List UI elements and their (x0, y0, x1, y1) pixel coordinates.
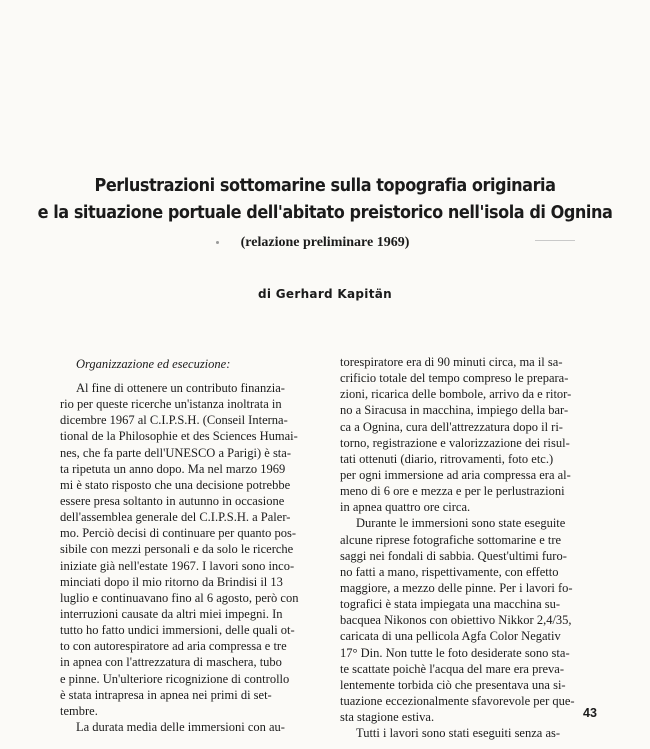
text-line: saggi nei fondali di sabbia. Quest'ultimi furo- (340, 548, 567, 563)
text-line: è stata intrapresa in apnea nei primi di set- (60, 687, 272, 702)
section-heading: Organizzazione ed esecuzione: (76, 357, 231, 371)
text-line: zioni, ricarica delle bombole, arrivo da e ritor- (340, 387, 572, 402)
text-line: caricata di una pellicola Agfa Color Negativ (340, 629, 561, 644)
text-line: iniziate già nell'estate 1967. I lavori sono inco- (60, 558, 295, 573)
text-line: mo. Perciò decisi di continuare per quanto pos- (60, 526, 297, 541)
text-line: torespiratore era di 90 minuti circa, ma il sa- (340, 355, 563, 369)
text-line: essere presa soltanto in autunno in occasione (60, 493, 285, 508)
article-title-line-1: Perlustrazioni sottomarine sulla topografia originaria (94, 176, 556, 196)
text-line: crificio totale del tempo compreso le prepara- (340, 371, 569, 386)
text-line: tografici è stata impiegata una macchina su- (340, 597, 561, 612)
text-line: in apnea con l'attrezzatura di maschera, tubo (60, 655, 282, 670)
text-line: no a Siracusa in macchina, impiego della bar- (340, 403, 569, 418)
text-line: e pinne. Un'ulteriore ricognizione di controllo (60, 671, 290, 686)
text-line: rio per queste ricerche un'istanza inoltrata in (60, 397, 282, 412)
text-line: dicembre 1967 al C.I.P.S.H. (Conseil Interna- (60, 413, 288, 428)
text-line: nes, che fa parte dell'UNESCO a Parigi) è sta- (60, 445, 291, 460)
text-line: minciati dopo il mio ritorno da Brindisi il 13 (60, 574, 283, 589)
text-line: ca a Ognina, cura dell'attrezzatura dopo il ri- (340, 419, 563, 434)
left-column (60, 380, 318, 735)
text-line: bacquea Nikonos con obiettivo Nikkor 2,4/35, (340, 613, 572, 628)
text-line: tembre. (60, 703, 98, 718)
text-line: tati ottenuti (diario, ritrovamenti, foto etc.) (340, 451, 554, 466)
text-line: luglio e continuavano fino al 6 agosto, però con (60, 590, 299, 605)
scan-mark (535, 240, 575, 241)
text-line: tutto ho fatto undici immersioni, delle quali ot- (60, 623, 295, 638)
text-line: sta stagione estiva. (340, 710, 435, 725)
page-number: 43 (583, 706, 597, 720)
text-line: to con autorespiratore ad aria compressa e tre (60, 639, 287, 654)
text-line: alcune riprese fotografiche sottomarine e tre (340, 532, 562, 547)
text-line: La durata media delle immersioni con au- (76, 719, 285, 734)
article-subtitle: (relazione preliminare 1969) (240, 235, 410, 250)
text-line: ta ripetuta un anno dopo. Ma nel marzo 1969 (60, 461, 286, 476)
text-line: meno di 6 ore e mezza e per le perlustrazioni (340, 484, 565, 499)
text-line: no fatti a mano, rispettivamente, con effetto (340, 564, 559, 579)
text-line: dell'assemblea generale del C.I.P.S.H. a Paler- (60, 510, 291, 525)
text-line: in apnea quattro ore circa. (340, 500, 471, 515)
text-line: maggiore, a mezzo delle pinne. Per i lavori fo- (340, 580, 573, 595)
text-line: torno, registrazione e valorizzazione dei risul- (340, 435, 570, 450)
right-column (340, 354, 602, 741)
text-line: Durante le immersioni sono state eseguite (356, 516, 566, 531)
text-line: lentemente torbida ciò che presentava una si- (340, 677, 566, 692)
text-line: per ogni immersione ad aria compressa era al- (340, 467, 571, 482)
text-line: tional de la Philosophie et des Sciences Humai- (60, 429, 298, 444)
text-line: tuazione eccezionalmente sfavorevole per que- (340, 693, 575, 708)
text-line: 17° Din. Non tutte le foto desiderate sono sta- (340, 645, 570, 660)
article-author: di Gerhard Kapitän (258, 287, 392, 301)
article-title-line-2: e la situazione portuale dell'abitato preistorico nell'isola di Ognina (37, 203, 613, 223)
text-line: Tutti i lavori sono stati eseguiti senza as- (356, 726, 561, 741)
text-line: sibile con mezzi personali e da solo le ricerche (60, 542, 294, 557)
text-line: Al fine di ottenere un contributo finanzia- (76, 381, 285, 395)
text-line: interruzioni causate da altri miei impegni. In (60, 606, 283, 621)
text-line: te scattate poichè l'acqua del mare era preva- (340, 661, 564, 676)
text-line: mi è stato risposto che una decisione potrebbe (60, 477, 291, 492)
